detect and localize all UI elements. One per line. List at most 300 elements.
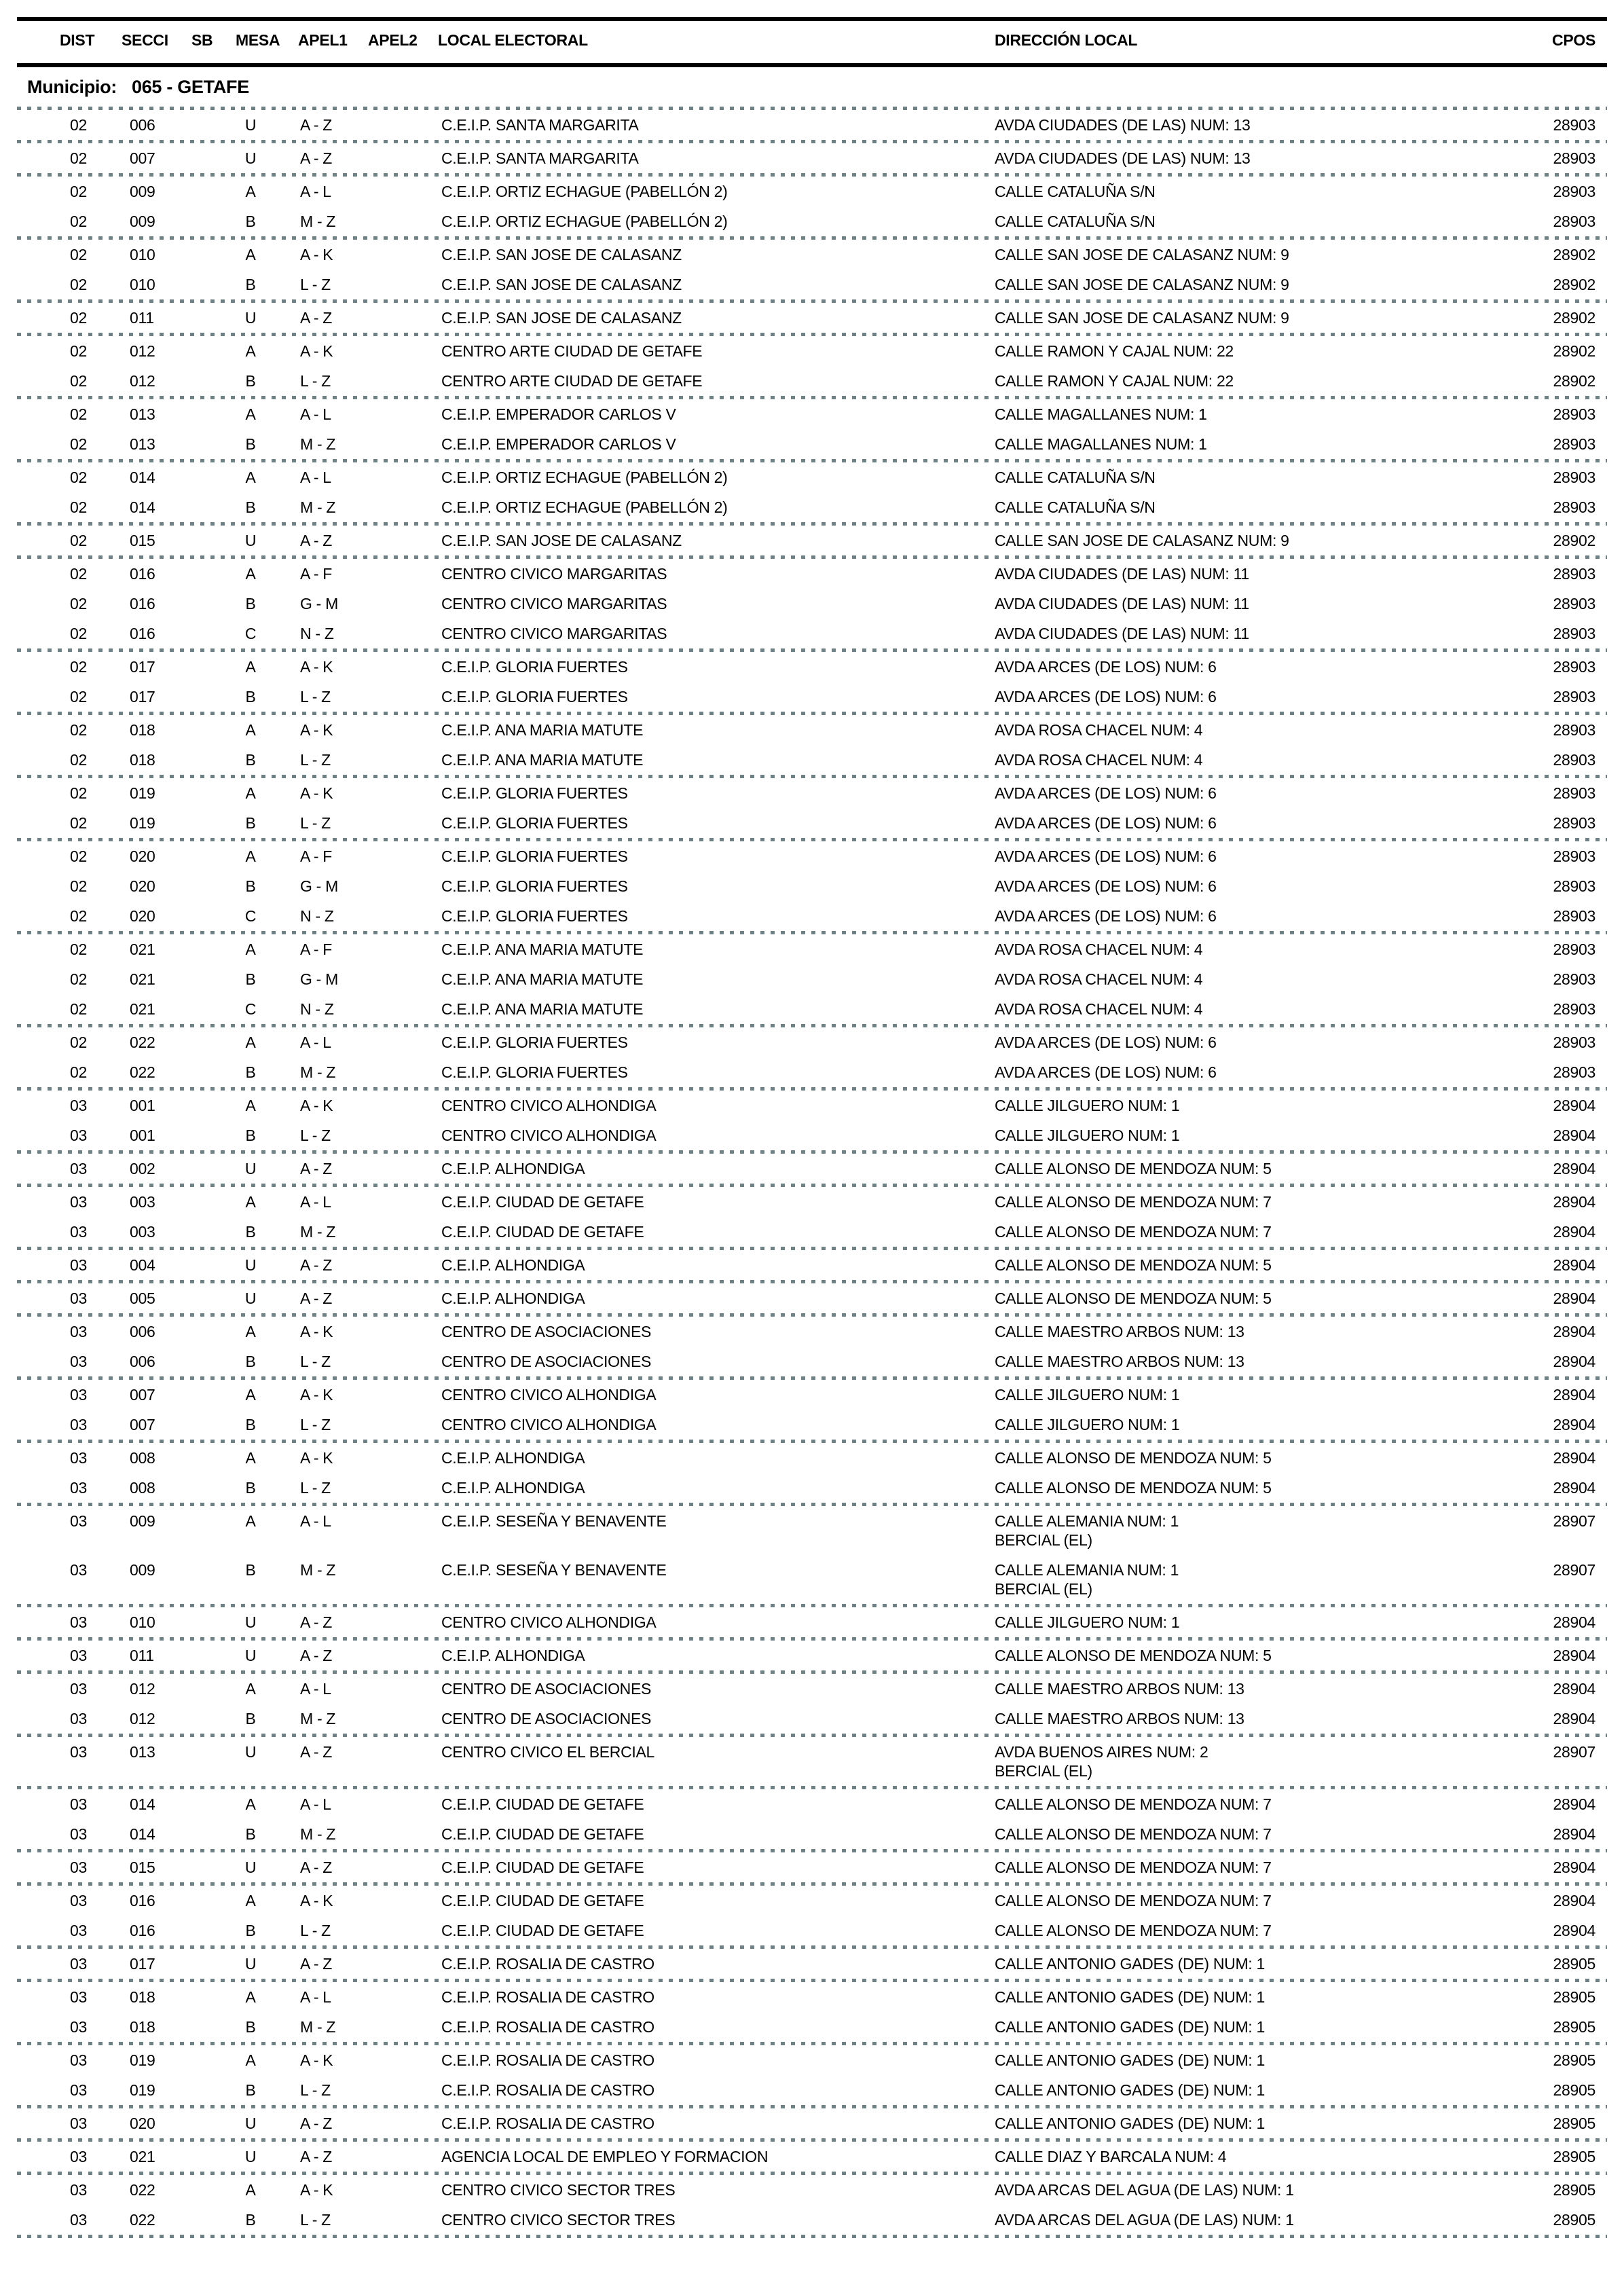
cell-cpos: 28907 (1553, 1512, 1595, 1530)
column-header-dist: DIST (60, 31, 95, 49)
cell-apel: A - F (300, 565, 333, 583)
table-row (0, 1674, 1624, 1704)
municipio-value: 065 - GETAFE (131, 77, 249, 97)
cell-cpos: 28903 (1553, 940, 1595, 958)
direccion-line: CALLE ANTONIO GADES (DE) NUM: 1 (995, 2018, 1265, 2036)
cell-mesa: A (245, 940, 256, 958)
cell-apel: A - K (300, 2181, 333, 2199)
group-separator (17, 2235, 1607, 2238)
cell-dist: 02 (70, 342, 87, 360)
cell-local-electoral: CENTRO CIVICO ALHONDIGA (441, 1613, 657, 1631)
cell-local-electoral: CENTRO DE ASOCIACIONES (441, 1323, 652, 1340)
table-row (0, 1789, 1624, 1819)
cell-cpos: 28904 (1553, 1289, 1595, 1307)
cell-direccion-local (995, 2205, 1497, 2235)
cell-apel: L - Z (300, 1922, 331, 1939)
cell-dist: 03 (70, 1795, 87, 1813)
cell-mesa: A (245, 658, 256, 676)
table-row (0, 841, 1624, 871)
cell-secci: 020 (130, 907, 155, 925)
cell-apel: M - Z (300, 498, 336, 516)
cell-mesa: A (245, 183, 256, 200)
cell-apel: N - Z (300, 907, 334, 925)
cell-mesa: B (245, 1127, 256, 1144)
table-row (0, 1737, 1624, 1786)
cell-dist: 03 (70, 1859, 87, 1876)
cell-dist: 03 (70, 2051, 87, 2069)
cell-cpos: 28904 (1553, 1647, 1595, 1664)
cell-direccion-local (995, 1410, 1497, 1440)
cell-mesa: U (244, 1743, 257, 1761)
cell-local-electoral: CENTRO DE ASOCIACIONES (441, 1353, 652, 1370)
cell-mesa: A (245, 1680, 256, 1698)
cell-local-electoral: C.E.I.P. CIUDAD DE GETAFE (441, 1859, 644, 1876)
cell-cpos: 28907 (1553, 1561, 1595, 1579)
cell-secci: 021 (130, 970, 155, 988)
cell-cpos: 28903 (1553, 149, 1595, 167)
cell-direccion-local (995, 2045, 1497, 2075)
cell-direccion-local (995, 934, 1497, 964)
cell-cpos: 28903 (1553, 784, 1595, 802)
direccion-line: CALLE MAGALLANES NUM: 1 (995, 405, 1207, 423)
cell-secci: 018 (130, 751, 155, 769)
cell-local-electoral: C.E.I.P. SESEÑA Y BENAVENTE (441, 1561, 667, 1579)
cell-cpos: 28903 (1553, 498, 1595, 516)
cell-dist: 03 (70, 1289, 87, 1307)
direccion-line: CALLE SAN JOSE DE CALASANZ NUM: 9 (995, 246, 1289, 263)
cell-mesa: A (245, 405, 256, 423)
direccion-line: CALLE MAESTRO ARBOS NUM: 13 (995, 1710, 1244, 1727)
cell-direccion-local (995, 399, 1497, 429)
cell-direccion-local (995, 270, 1497, 299)
cell-secci: 018 (130, 1988, 155, 2006)
cell-mesa: A (245, 342, 256, 360)
direccion-line: CALLE JILGUERO NUM: 1 (995, 1386, 1180, 1404)
cell-mesa: A (245, 1449, 256, 1467)
cell-dist: 02 (70, 940, 87, 958)
cell-local-electoral: CENTRO CIVICO EL BERCIAL (441, 1743, 655, 1761)
cell-mesa: U (244, 1289, 257, 1307)
cell-local-electoral: C.E.I.P. ANA MARIA MATUTE (441, 970, 644, 988)
cell-apel: A - K (300, 1097, 333, 1114)
cell-local-electoral: CENTRO ARTE CIUDAD DE GETAFE (441, 372, 703, 390)
direccion-line: CALLE SAN JOSE DE CALASANZ NUM: 9 (995, 309, 1289, 327)
cell-cpos: 28905 (1553, 2018, 1595, 2036)
cell-secci: 010 (130, 1613, 155, 1631)
cell-local-electoral: C.E.I.P. GLORIA FUERTES (441, 877, 628, 895)
table-row (0, 715, 1624, 745)
cell-cpos: 28903 (1553, 435, 1595, 453)
cell-apel: L - Z (300, 2211, 331, 2229)
cell-dist: 02 (70, 246, 87, 263)
direccion-line: CALLE ALONSO DE MENDOZA NUM: 5 (995, 1256, 1272, 1274)
table-row (0, 1187, 1624, 1217)
cell-dist: 02 (70, 877, 87, 895)
table-row (0, 270, 1624, 299)
cell-dist: 02 (70, 1063, 87, 1081)
cell-local-electoral: CENTRO CIVICO SECTOR TRES (441, 2211, 676, 2229)
direccion-line: CALLE RAMON Y CAJAL NUM: 22 (995, 342, 1234, 360)
table-row (0, 1154, 1624, 1184)
cell-secci: 011 (130, 1647, 154, 1664)
cell-apel: A - K (300, 1892, 333, 1909)
cell-local-electoral: C.E.I.P. ALHONDIGA (441, 1479, 585, 1497)
cell-apel: L - Z (300, 2081, 331, 2099)
direccion-line: CALLE JILGUERO NUM: 1 (995, 1097, 1180, 1114)
cell-mesa: U (244, 532, 257, 549)
cell-dist: 03 (70, 1160, 87, 1177)
cell-mesa: U (244, 116, 257, 134)
cell-dist: 02 (70, 814, 87, 832)
cell-mesa: U (244, 2148, 257, 2165)
cell-local-electoral: C.E.I.P. CIUDAD DE GETAFE (441, 1193, 644, 1211)
cell-local-electoral: CENTRO CIVICO ALHONDIGA (441, 1127, 657, 1144)
cell-mesa: B (245, 1561, 256, 1579)
cell-direccion-local (995, 1555, 1497, 1598)
table-row (0, 589, 1624, 619)
direccion-line: CALLE MAESTRO ARBOS NUM: 13 (995, 1680, 1244, 1698)
cell-direccion-local (995, 1317, 1497, 1347)
cell-cpos: 28905 (1553, 2081, 1595, 2099)
cell-dist: 02 (70, 498, 87, 516)
cell-mesa: A (245, 1323, 256, 1340)
cell-apel: A - Z (300, 1160, 333, 1177)
table-row (0, 2205, 1624, 2235)
cell-direccion-local (995, 2012, 1497, 2042)
cell-cpos: 28905 (1553, 1988, 1595, 2006)
cell-local-electoral: C.E.I.P. ROSALIA DE CASTRO (441, 1988, 654, 2006)
cell-secci: 005 (130, 1289, 155, 1307)
cell-local-electoral: C.E.I.P. ANA MARIA MATUTE (441, 940, 644, 958)
cell-local-electoral: C.E.I.P. GLORIA FUERTES (441, 1033, 628, 1051)
column-header-apel2: APEL2 (368, 31, 418, 49)
cell-direccion-local (995, 1120, 1497, 1150)
direccion-line: CALLE ALONSO DE MENDOZA NUM: 5 (995, 1479, 1272, 1497)
municipio-label: Municipio: (27, 77, 117, 97)
cell-apel: A - L (300, 1193, 331, 1211)
cell-cpos: 28904 (1553, 1825, 1595, 1843)
cell-dist: 02 (70, 532, 87, 549)
table-row (0, 462, 1624, 492)
direccion-line: AVDA ARCAS DEL AGUA (DE LAS) NUM: 1 (995, 2211, 1294, 2229)
cell-apel: M - Z (300, 435, 336, 453)
direccion-line: AVDA ARCES (DE LOS) NUM: 6 (995, 784, 1217, 802)
cell-cpos: 28903 (1553, 658, 1595, 676)
cell-direccion-local (995, 1916, 1497, 1945)
cell-secci: 012 (130, 1680, 155, 1698)
cell-secci: 003 (130, 1193, 155, 1211)
cell-mesa: B (245, 435, 256, 453)
cell-dist: 03 (70, 1988, 87, 2006)
direccion-line: CALLE ANTONIO GADES (DE) NUM: 1 (995, 2081, 1265, 2099)
cell-apel: N - Z (300, 625, 334, 642)
cell-mesa: C (244, 1000, 257, 1018)
cell-dist: 02 (70, 213, 87, 230)
cell-dist: 03 (70, 1561, 87, 1579)
column-header-apel1: APEL1 (298, 31, 348, 49)
cell-local-electoral: C.E.I.P. CIUDAD DE GETAFE (441, 1223, 644, 1241)
cell-secci: 013 (130, 435, 155, 453)
cell-direccion-local (995, 1886, 1497, 1916)
cell-dist: 03 (70, 1097, 87, 1114)
cell-apel: A - K (300, 1386, 333, 1404)
direccion-line: AVDA CIUDADES (DE LAS) NUM: 11 (995, 595, 1249, 612)
cell-local-electoral: C.E.I.P. SESEÑA Y BENAVENTE (441, 1512, 667, 1530)
cell-mesa: B (245, 213, 256, 230)
cell-secci: 013 (130, 405, 155, 423)
cell-dist: 03 (70, 1955, 87, 1973)
cell-dist: 03 (70, 1680, 87, 1698)
cell-local-electoral: C.E.I.P. SAN JOSE DE CALASANZ (441, 276, 682, 293)
cell-mesa: A (245, 1386, 256, 1404)
cell-dist: 03 (70, 1922, 87, 1939)
cell-secci: 001 (130, 1127, 155, 1144)
direccion-line: CALLE ANTONIO GADES (DE) NUM: 1 (995, 2051, 1265, 2069)
cell-secci: 011 (130, 309, 154, 327)
cell-direccion-local (995, 1704, 1497, 1734)
cell-local-electoral: C.E.I.P. SAN JOSE DE CALASANZ (441, 246, 682, 263)
cell-dist: 03 (70, 1323, 87, 1340)
cell-secci: 022 (130, 1063, 155, 1081)
table-row (0, 994, 1624, 1024)
cell-local-electoral: AGENCIA LOCAL DE EMPLEO Y FORMACION (441, 2148, 769, 2165)
cell-secci: 020 (130, 2115, 155, 2132)
cell-secci: 021 (130, 2148, 155, 2165)
table-row (0, 1347, 1624, 1376)
cell-mesa: U (244, 1256, 257, 1274)
cell-mesa: A (245, 2181, 256, 2199)
cell-dist: 02 (70, 1000, 87, 1018)
table-row (0, 1410, 1624, 1440)
table-row (0, 1473, 1624, 1503)
cell-direccion-local (995, 589, 1497, 619)
table-row (0, 901, 1624, 931)
cell-secci: 016 (130, 565, 155, 583)
cell-local-electoral: C.E.I.P. ANA MARIA MATUTE (441, 721, 644, 739)
cell-apel: A - Z (300, 1743, 333, 1761)
cell-dist: 02 (70, 688, 87, 706)
cell-dist: 03 (70, 2211, 87, 2229)
cell-mesa: B (245, 498, 256, 516)
cell-mesa: B (245, 1353, 256, 1370)
cell-secci: 012 (130, 1710, 155, 1727)
table-row (0, 1283, 1624, 1313)
cell-cpos: 28902 (1553, 276, 1595, 293)
cell-secci: 013 (130, 1743, 155, 1761)
cell-mesa: A (245, 2051, 256, 2069)
cell-dist: 03 (70, 1825, 87, 1843)
cell-secci: 017 (130, 658, 155, 676)
cell-local-electoral: CENTRO DE ASOCIACIONES (441, 1680, 652, 1698)
table-row (0, 1704, 1624, 1734)
direccion-line: CALLE ANTONIO GADES (DE) NUM: 1 (995, 1955, 1265, 1973)
cell-cpos: 28902 (1553, 246, 1595, 263)
table-row (0, 1317, 1624, 1347)
table-row (0, 778, 1624, 808)
cell-secci: 020 (130, 877, 155, 895)
cell-dist: 03 (70, 1743, 87, 1761)
direccion-line: AVDA CIUDADES (DE LAS) NUM: 11 (995, 565, 1249, 583)
cell-apel: A - L (300, 469, 331, 486)
cell-dist: 02 (70, 435, 87, 453)
cell-mesa: B (245, 688, 256, 706)
cell-local-electoral: C.E.I.P. ROSALIA DE CASTRO (441, 2081, 654, 2099)
table-row (0, 1380, 1624, 1410)
cell-direccion-local (995, 808, 1497, 838)
cell-cpos: 28905 (1553, 2051, 1595, 2069)
table-row (0, 1057, 1624, 1087)
cell-apel: A - Z (300, 309, 333, 327)
cell-cpos: 28903 (1553, 1063, 1595, 1081)
table-row (0, 1641, 1624, 1670)
direccion-line: AVDA CIUDADES (DE LAS) NUM: 13 (995, 116, 1251, 134)
column-header-cpos: CPOS (1552, 31, 1595, 49)
direccion-line: AVDA ARCES (DE LOS) NUM: 6 (995, 658, 1217, 676)
cell-secci: 017 (130, 688, 155, 706)
cell-direccion-local (995, 1187, 1497, 1217)
table-row (0, 1886, 1624, 1916)
cell-apel: A - Z (300, 532, 333, 549)
table-row (0, 1949, 1624, 1979)
cell-direccion-local (995, 462, 1497, 492)
cell-direccion-local (995, 1674, 1497, 1704)
table-row (0, 429, 1624, 459)
cell-local-electoral: C.E.I.P. ROSALIA DE CASTRO (441, 2051, 654, 2069)
cell-dist: 02 (70, 784, 87, 802)
cell-local-electoral: C.E.I.P. ALHONDIGA (441, 1289, 585, 1307)
direccion-line: CALLE ALEMANIA NUM: 1 (995, 1561, 1179, 1579)
cell-mesa: B (245, 1223, 256, 1241)
cell-cpos: 28903 (1553, 814, 1595, 832)
direccion-line: CALLE MAESTRO ARBOS NUM: 13 (995, 1353, 1244, 1370)
cell-dist: 02 (70, 970, 87, 988)
direccion-line: CALLE ALONSO DE MENDOZA NUM: 7 (995, 1193, 1272, 1211)
cell-direccion-local (995, 303, 1497, 333)
cell-apel: A - Z (300, 149, 333, 167)
cell-mesa: A (245, 565, 256, 583)
cell-mesa: U (244, 1160, 257, 1177)
cell-secci: 006 (130, 1323, 155, 1340)
cell-cpos: 28904 (1553, 1479, 1595, 1497)
direccion-line: CALLE RAMON Y CAJAL NUM: 22 (995, 372, 1234, 390)
table-row (0, 143, 1624, 173)
cell-mesa: A (245, 1033, 256, 1051)
direccion-line: CALLE ALEMANIA NUM: 1 (995, 1512, 1179, 1530)
table-row (0, 1852, 1624, 1882)
cell-direccion-local (995, 143, 1497, 173)
cell-cpos: 28904 (1553, 1160, 1595, 1177)
cell-cpos: 28904 (1553, 1710, 1595, 1727)
cell-apel: A - Z (300, 116, 333, 134)
cell-dist: 02 (70, 721, 87, 739)
cell-secci: 016 (130, 1922, 155, 1939)
cell-apel: A - L (300, 1680, 331, 1698)
direccion-line: AVDA ARCES (DE LOS) NUM: 6 (995, 1033, 1217, 1051)
cell-mesa: A (245, 1795, 256, 1813)
cell-mesa: B (245, 2018, 256, 2036)
table-row (0, 1120, 1624, 1150)
direccion-line: AVDA ARCES (DE LOS) NUM: 6 (995, 1063, 1217, 1081)
direccion-line: CALLE ANTONIO GADES (DE) NUM: 1 (995, 2115, 1265, 2132)
cell-dist: 03 (70, 1613, 87, 1631)
cell-direccion-local (995, 619, 1497, 648)
direccion-line: AVDA ROSA CHACEL NUM: 4 (995, 970, 1203, 988)
direccion-line: AVDA ARCES (DE LOS) NUM: 6 (995, 814, 1217, 832)
cell-cpos: 28903 (1553, 1033, 1595, 1051)
cell-local-electoral: C.E.I.P. SANTA MARGARITA (441, 149, 639, 167)
cell-dist: 03 (70, 1647, 87, 1664)
cell-local-electoral: C.E.I.P. ALHONDIGA (441, 1647, 585, 1664)
cell-direccion-local (995, 336, 1497, 366)
table-row (0, 399, 1624, 429)
direccion-line: AVDA ROSA CHACEL NUM: 4 (995, 940, 1203, 958)
cell-dist: 02 (70, 1033, 87, 1051)
cell-local-electoral: C.E.I.P. GLORIA FUERTES (441, 847, 628, 865)
cell-apel: M - Z (300, 1063, 336, 1081)
cell-secci: 015 (130, 532, 155, 549)
table-row (0, 619, 1624, 648)
cell-cpos: 28904 (1553, 1449, 1595, 1467)
cell-cpos: 28903 (1553, 751, 1595, 769)
cell-cpos: 28905 (1553, 1955, 1595, 1973)
cell-dist: 02 (70, 405, 87, 423)
cell-cpos: 28905 (1553, 2148, 1595, 2165)
cell-apel: M - Z (300, 1710, 336, 1727)
cell-direccion-local (995, 652, 1497, 682)
cell-local-electoral: CENTRO CIVICO ALHONDIGA (441, 1416, 657, 1433)
table-row (0, 526, 1624, 555)
cell-cpos: 28902 (1553, 309, 1595, 327)
cell-cpos: 28904 (1553, 1416, 1595, 1433)
cell-mesa: B (245, 1063, 256, 1081)
cell-cpos: 28903 (1553, 469, 1595, 486)
cell-secci: 002 (130, 1160, 155, 1177)
direccion-line: CALLE ALONSO DE MENDOZA NUM: 5 (995, 1647, 1272, 1664)
cell-mesa: B (245, 970, 256, 988)
direccion-line: CALLE ALONSO DE MENDOZA NUM: 5 (995, 1449, 1272, 1467)
cell-mesa: B (245, 814, 256, 832)
cell-cpos: 28903 (1553, 907, 1595, 925)
cell-local-electoral: C.E.I.P. EMPERADOR CARLOS V (441, 405, 676, 423)
cell-apel: A - K (300, 1323, 333, 1340)
cell-cpos: 28903 (1553, 405, 1595, 423)
cell-direccion-local (995, 1283, 1497, 1313)
table-row (0, 1027, 1624, 1057)
header-bottom-rule (17, 63, 1607, 67)
cell-direccion-local (995, 964, 1497, 994)
cell-direccion-local (995, 778, 1497, 808)
cell-apel: L - Z (300, 751, 331, 769)
cell-secci: 006 (130, 1353, 155, 1370)
direccion-line: CALLE CATALUÑA S/N (995, 498, 1156, 516)
cell-mesa: A (245, 469, 256, 486)
cell-dist: 03 (70, 2181, 87, 2199)
table-row (0, 240, 1624, 270)
cell-mesa: B (245, 595, 256, 612)
direccion-line: CALLE SAN JOSE DE CALASANZ NUM: 9 (995, 276, 1289, 293)
cell-secci: 022 (130, 2211, 155, 2229)
cell-apel: M - Z (300, 213, 336, 230)
cell-direccion-local (995, 901, 1497, 931)
cell-secci: 018 (130, 721, 155, 739)
cell-dist: 02 (70, 625, 87, 642)
cell-dist: 02 (70, 372, 87, 390)
table-row (0, 934, 1624, 964)
cell-secci: 012 (130, 342, 155, 360)
cell-local-electoral: C.E.I.P. GLORIA FUERTES (441, 688, 628, 706)
direccion-line: CALLE CATALUÑA S/N (995, 469, 1156, 486)
cell-secci: 016 (130, 595, 155, 612)
